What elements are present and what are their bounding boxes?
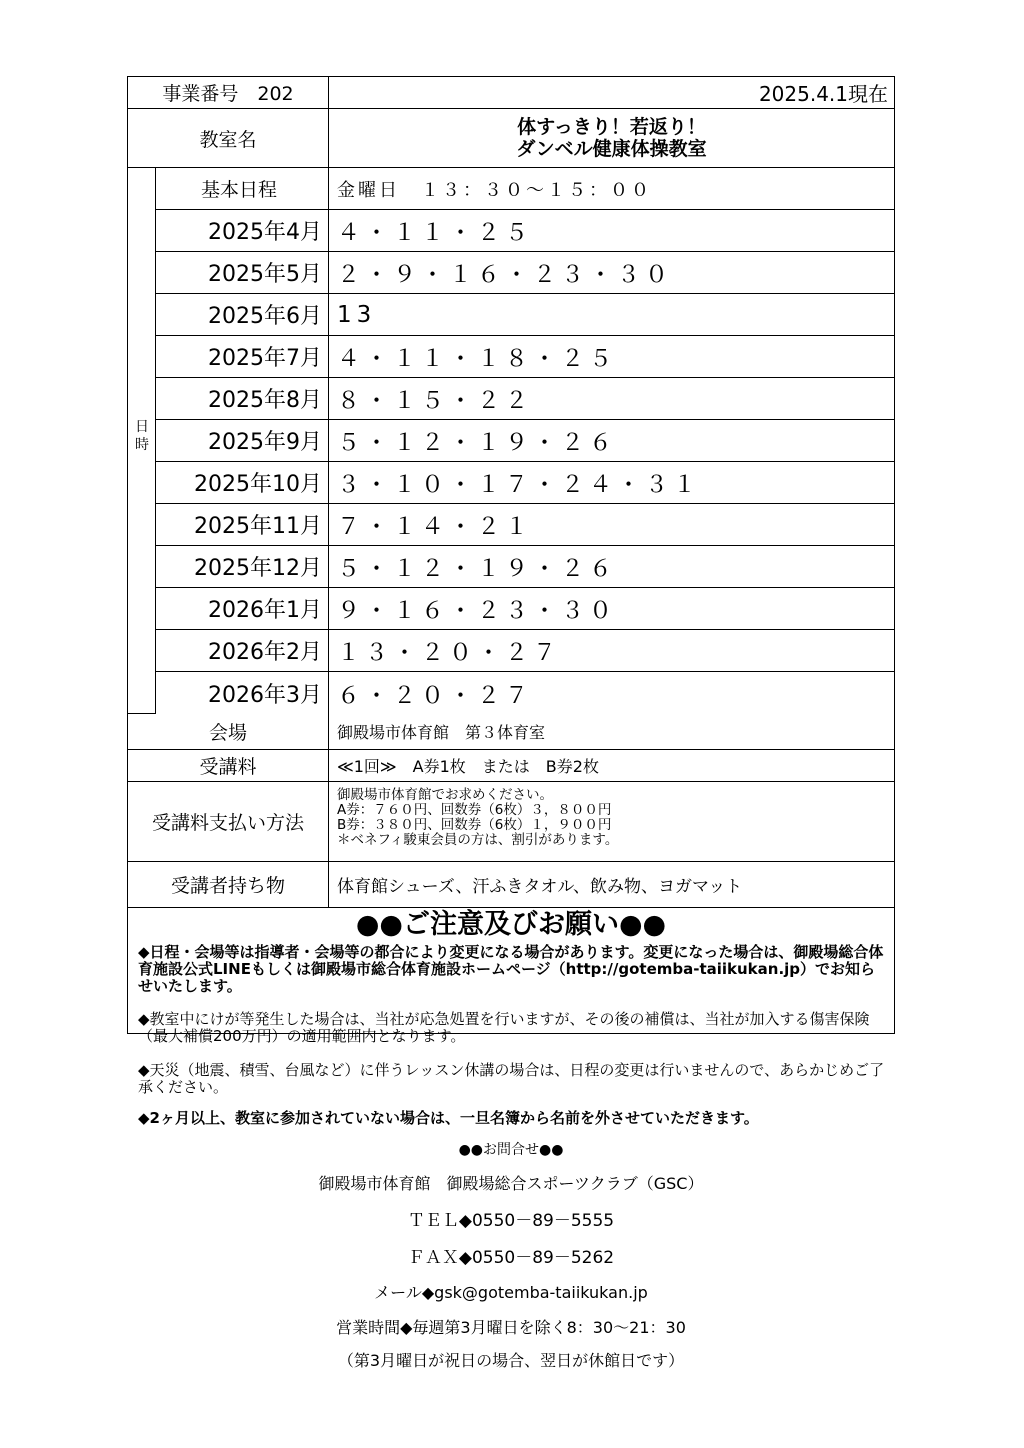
classroom-title-line2: ダンベル健康体操教室	[516, 138, 707, 160]
schedule-month-row	[156, 588, 894, 630]
schedule-month: 2025年4月	[156, 210, 329, 251]
payment-value	[329, 782, 894, 861]
schedule-month: 2025年10月	[156, 462, 329, 503]
payment-line: ＊ベネフィ駿東会員の方は、割引があります。	[337, 832, 619, 848]
note-paragraph: ◆2ヶ月以上、教室に参加されていない場合は、一旦名簿から名前を外させていただきます。	[138, 1109, 759, 1127]
belongings-label: 受講者持ち物	[128, 862, 329, 907]
schedule-month: 2025年11月	[156, 504, 329, 545]
as-of-date: 2025.4.1現在	[758, 82, 888, 106]
contact-hours-note: （第3月曜日が祝日の場合、翌日が休館日です）	[337, 1351, 685, 1370]
schedule-days: ５・１２・１９・２６	[337, 430, 617, 456]
schedule-month-row	[156, 294, 894, 336]
contact-fax: ＦＡＸ◆0550－89－5262	[407, 1248, 615, 1268]
fee-row	[128, 750, 894, 782]
schedule-days: ５・１２・１９・２６	[337, 556, 617, 582]
schedule-days: ２・９・１６・２３・３０	[337, 262, 673, 288]
schedule-month: 2026年3月	[156, 672, 329, 714]
schedule-days: ４・１１・１８・２５	[337, 346, 617, 372]
schedule-month: 2025年7月	[156, 336, 329, 377]
contact-mail[interactable]: メール◆gsk@gotemba-taiikukan.jp	[374, 1283, 648, 1302]
schedule-days: ８・１５・２２	[337, 388, 533, 414]
contact-hours: 営業時間◆毎週第3月曜日を除く8：30～21：30	[336, 1318, 686, 1337]
basic-schedule-row	[156, 168, 894, 210]
schedule-month-row	[156, 672, 894, 714]
classroom-row	[128, 109, 894, 168]
schedule-days: １３・２０・２７	[337, 640, 561, 666]
schedule-month-row	[156, 630, 894, 672]
schedule-month: 2025年5月	[156, 252, 329, 293]
contact-heading: ●●お問合せ●●	[458, 1142, 564, 1158]
classroom-title	[329, 109, 894, 167]
schedule-month: 2025年12月	[156, 546, 329, 587]
basic-schedule-value: 金曜日 １３：３０～１５：００	[337, 179, 652, 201]
schedule-days: ３・１０・１７・２４・３１	[337, 472, 701, 498]
schedule-month-row	[156, 252, 894, 294]
venue-value: 御殿場市体育館 第３体育室	[337, 723, 546, 742]
note-paragraph: ◆教室中にけが等発生した場合は、当社が応急処置を行いますが、その後の補償は、当社が加入する傷害保険（最大補償200万円）の適用範囲内となります。	[138, 1010, 870, 1045]
payment-row	[128, 782, 894, 862]
note-paragraph: ◆日程・会場等は指導者・会場等の都合により変更になる場合があります。変更になった場合は、御殿場総合体育施設公式LINEもしくは御殿場市総合体育施設ホームページ（http://gotemba-taiikukan.jp）でお知らせいたします。	[138, 943, 884, 995]
schedule-month-row	[156, 504, 894, 546]
belongings-value: 体育館シューズ、汗ふきタオル、飲み物、ヨガマット	[337, 877, 743, 897]
schedule-month-row	[156, 420, 894, 462]
schedule-side-text: 日時	[135, 419, 149, 453]
schedule-days: ９・１６・２３・３０	[337, 598, 617, 624]
classroom-label: 教室名	[128, 109, 329, 167]
schedule-month: 2026年1月	[156, 588, 329, 629]
belongings-row	[128, 862, 894, 908]
schedule-month-row	[156, 336, 894, 378]
schedule-days: ４・１１・２５	[337, 220, 533, 246]
schedule-month: 2026年2月	[156, 630, 329, 671]
schedule-side-label	[128, 168, 156, 714]
fee-value: ≪1回≫ A券1枚 または B券2枚	[337, 757, 599, 776]
schedule-month: 2025年6月	[156, 294, 329, 335]
notes-section	[128, 908, 894, 1370]
contact-org: 御殿場市体育館 御殿場総合スポーツクラブ（GSC）	[318, 1174, 704, 1193]
jigyo-number: 事業番号 202	[128, 77, 329, 108]
course-info-sheet	[127, 76, 895, 1370]
notes-heading: ●●ご注意及びお願い●●	[355, 909, 667, 940]
classroom-title-line1: 体すっきり！若返り！	[517, 116, 706, 138]
note-paragraph: ◆天災（地震、積雪、台風など）に伴うレッスン休講の場合は、日程の変更は行いませんので、あらかじめご了承ください。	[138, 1061, 885, 1096]
venue-row	[128, 714, 894, 750]
payment-line: 御殿場市体育館でお求めください。	[337, 787, 553, 803]
schedule-days: ６・２０・２７	[337, 682, 533, 709]
schedule-month-row	[156, 378, 894, 420]
schedule-days: ７・１４・２１	[337, 514, 533, 540]
schedule-month-row	[156, 210, 894, 252]
venue-label: 会場	[128, 714, 329, 749]
payment-line: A券：７６０円、回数券（6枚）３，８００円	[337, 802, 612, 818]
schedule-month: 2025年8月	[156, 378, 329, 419]
schedule-days: 13	[337, 301, 377, 328]
basic-schedule-label: 基本日程	[156, 168, 329, 209]
payment-label: 受講料支払い方法	[128, 782, 329, 861]
schedule-month-row	[156, 462, 894, 504]
schedule-month-row	[156, 546, 894, 588]
header-row	[128, 77, 894, 109]
payment-line: B券：３８０円、回数券（6枚）１，９００円	[337, 817, 612, 833]
schedule-month: 2025年9月	[156, 420, 329, 461]
fee-label: 受講料	[128, 750, 329, 781]
contact-tel: ＴＥＬ◆0550－89－5555	[407, 1211, 615, 1231]
